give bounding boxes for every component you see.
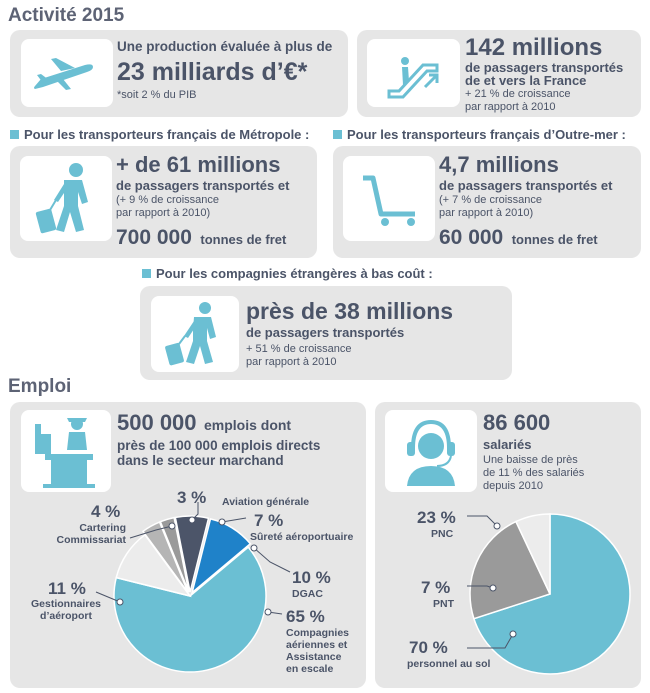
outremer-growth2: par rapport à 2010) — [439, 207, 534, 219]
metropole-growth2: par rapport à 2010) — [116, 207, 211, 219]
pie1-label-pct-4: 11 % — [48, 579, 86, 598]
lowcost-growth2: par rapport à 2010 — [246, 356, 337, 368]
traveler-luggage-icon — [151, 296, 239, 372]
metropole-heading: Pour les transporteurs français de Métropole : — [10, 127, 309, 142]
pie1-leader-1 — [222, 518, 246, 522]
passengers-growth1: + 21 % de croissance — [465, 88, 571, 100]
staff-card — [375, 402, 641, 688]
staff-desc1: Une baisse de près — [483, 454, 578, 466]
trolley-icon — [343, 156, 435, 241]
production-note: *soit 2 % du PIB — [117, 89, 197, 101]
outremer-desc: de passagers transportés et — [439, 178, 613, 193]
passengers-card — [357, 30, 641, 117]
production-line1: Une production évaluée à plus de — [117, 39, 333, 54]
pie1-label-name-3: Compagnies aériennes et Assistance en escale — [286, 627, 350, 675]
pie1-label-pct-3: 65 % — [286, 607, 325, 626]
jobs-amount-line: 500 000 emplois dont — [117, 410, 292, 435]
section-title-activite: Activité 2015 — [8, 5, 125, 26]
passengers-line1: de passagers transportés — [465, 60, 624, 75]
pie1-label-name-4: Gestionnaires d’aéroport — [30, 598, 102, 622]
staff-desc2: de 11 % des salariés — [483, 467, 585, 479]
passengers-amount: 142 millions — [465, 34, 603, 61]
pie2-leader-0-dot — [510, 631, 516, 637]
pie2-label-name-1: PNC — [431, 528, 454, 540]
escalator-icon — [367, 39, 460, 107]
airplane-icon — [21, 39, 113, 107]
lowcost-growth1: + 51 % de croissance — [246, 343, 352, 355]
outremer-growth1: (+ 7 % de croissance — [439, 194, 543, 206]
jobs-card — [10, 402, 366, 688]
pie1-label-name-0: Aviation générale — [222, 496, 310, 508]
passengers-line2: de et vers la France — [465, 73, 587, 88]
traveler-luggage-icon — [20, 156, 112, 241]
pie1-leader-2-dot — [251, 545, 257, 551]
pie1-label-name-5: Cartering Commissariat — [56, 522, 126, 546]
staff-desc3: depuis 2010 — [483, 480, 543, 492]
outremer-card — [333, 146, 641, 258]
pie2-leader-1 — [467, 516, 497, 526]
pie1-label-pct-0: 3 % — [177, 488, 207, 507]
pie1-leader-0-dot — [189, 517, 195, 523]
outremer-heading: Pour les transporteurs français d’Outre-mer : — [333, 127, 626, 142]
passengers-growth2: par rapport à 2010 — [465, 101, 556, 113]
section-title-emploi: Emploi — [8, 376, 72, 397]
metropole-desc: de passagers transportés et — [116, 178, 290, 193]
pie2-leader-2-dot — [490, 585, 496, 591]
outremer-amount: 4,7 millions — [439, 152, 559, 177]
production-card — [10, 30, 348, 117]
pie1-leader-1-dot — [219, 519, 225, 525]
pie2-label-pct-2: 7 % — [421, 578, 451, 597]
pie1-leader-5-dot — [169, 523, 175, 529]
staff-label: salariés — [483, 437, 532, 452]
metropole-card — [10, 146, 317, 258]
lowcost-amount: près de 38 millions — [246, 298, 454, 324]
pie1-label-name-1: Sûreté aéroportuaire — [250, 531, 354, 543]
metropole-amount: + de 61 millions — [116, 152, 281, 177]
pie2-leader-1-dot — [494, 523, 500, 529]
pie1-label-pct-1: 7 % — [254, 511, 284, 530]
lowcost-desc: de passagers transportés — [246, 325, 405, 340]
pie1-label-name-2: DGAC — [292, 588, 323, 600]
jobs-line3: dans le secteur marchand — [117, 453, 284, 468]
metropole-freight: 700 000 tonnes de fret — [116, 226, 287, 249]
pie2-label-name-2: PNT — [433, 598, 454, 610]
pie2-label-pct-1: 23 % — [417, 508, 456, 527]
pie1-leader-4-dot — [117, 599, 123, 605]
pie1-leader-3-dot — [265, 609, 271, 615]
jobs-line2: près de 100 000 emplois directs — [117, 438, 321, 453]
pie2-label-name-0: personnel au sol — [407, 658, 491, 670]
pie2-label-pct-0: 70 % — [409, 638, 448, 657]
pie1-label-pct-5: 4 % — [91, 502, 121, 521]
staff-amount: 86 600 — [483, 410, 551, 435]
pie1-label-pct-2: 10 % — [292, 568, 331, 587]
lowcost-card — [140, 286, 512, 380]
outremer-freight: 60 000 tonnes de fret — [439, 226, 598, 249]
lowcost-heading: Pour les compagnies étrangères à bas coût : — [142, 266, 433, 281]
production-amount: 23 milliards d’€* — [117, 58, 308, 86]
metropole-growth1: (+ 9 % de croissance — [116, 194, 220, 206]
